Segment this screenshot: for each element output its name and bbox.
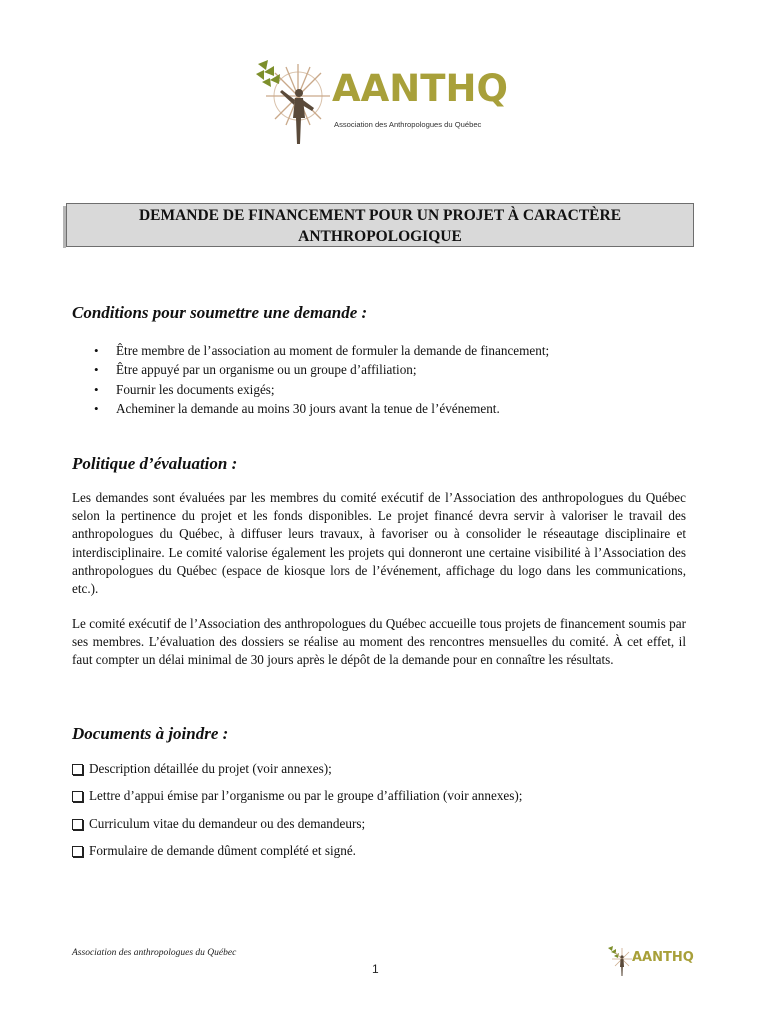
politique-heading: Politique d’évaluation : <box>72 454 238 473</box>
list-item <box>92 341 549 360</box>
footer-association-name: Association des anthropologues du Québec <box>72 948 237 958</box>
bullet-icon: • <box>94 400 99 416</box>
checklist-item <box>72 760 522 787</box>
logo-wordmark: AANTHQ <box>332 67 508 110</box>
list-item <box>92 360 549 379</box>
checklist-item-text: Curriculum vitae du demandeur ou des demandeurs; <box>89 815 366 831</box>
document-title-box <box>66 203 694 247</box>
politique-paragraph-2: Le comité exécutif de l’Association des anthropologues du Québec accueille tous projets de financement soumis par ses membres. L’évaluation des dossiers se réalise au moment des rencontres mensuelles du comité. À cet effet, il faut compter un délai minimal de 30 jours après le dépôt de la demande pour en connaître les résultats. <box>72 616 686 668</box>
sun-figure-logo-icon <box>252 56 334 148</box>
checklist-item <box>72 815 522 842</box>
checkbox-icon <box>72 791 83 802</box>
checklist-item <box>72 787 522 814</box>
checkbox-icon <box>72 846 83 857</box>
logo-subtitle: Association des Anthropologues du Québec <box>334 120 482 129</box>
documents-heading: Documents à joindre : <box>72 724 229 743</box>
checklist-item <box>72 842 522 869</box>
document-title-line1: DEMANDE DE FINANCEMENT POUR UN PROJET À CARACTÈRE <box>138 207 622 224</box>
aanthq-logo <box>252 56 508 148</box>
title-box-shadow <box>63 206 66 248</box>
list-item <box>92 399 549 418</box>
bullet-icon: • <box>94 381 99 397</box>
footer-logo <box>606 944 694 978</box>
list-item-text: Être membre de l’association au moment de formuler la demande de financement; <box>116 343 550 358</box>
page-number: 1 <box>372 962 379 976</box>
document-title-line2: ANTHROPOLOGIQUE <box>298 228 462 245</box>
checkbox-icon <box>72 819 83 830</box>
list-item-text: Acheminer la demande au moins 30 jours avant la tenue de l’événement. <box>116 400 500 416</box>
checklist-item-text: Description détaillée du projet (voir annexes); <box>89 761 332 776</box>
footer-sun-figure-logo-icon <box>606 944 632 978</box>
politique-paragraph-1: Les demandes sont évaluées par les membres du comité exécutif de l’Association des anthropologues du Québec selon la pertinence du projet et les fonds disponibles. Le projet financé devra servir à valoriser le travail des anthropologues du Québec, à diffuser leurs travaux, à favoriser ou à consolider le réseautage disciplinaire et interdisciplinaire. Le comité valorise également les projets qui donneront une certaine visibilité à l’Association des anthropologues du Québec (espace de kiosque lors de l’événement, affichage du logo dans les communications, etc.). <box>72 490 686 597</box>
list-item <box>92 380 549 399</box>
footer-logo-wordmark: AANTHQ <box>632 950 694 965</box>
bullet-icon: • <box>94 362 99 378</box>
conditions-list <box>92 341 549 418</box>
list-item-text: Fournir les documents exigés; <box>116 381 275 397</box>
checklist-item-text: Lettre d’appui émise par l’organisme ou par le groupe d’affiliation (voir annexes); <box>89 788 523 804</box>
checkbox-icon <box>72 764 83 775</box>
conditions-heading: Conditions pour soumettre une demande : <box>72 303 368 322</box>
checklist-item-text: Formulaire de demande dûment complété et signé. <box>89 842 356 858</box>
list-item-text: Être appuyé par un organisme ou un groupe d’affiliation; <box>116 362 417 378</box>
documents-checklist <box>72 760 522 869</box>
bullet-icon: • <box>94 343 99 358</box>
